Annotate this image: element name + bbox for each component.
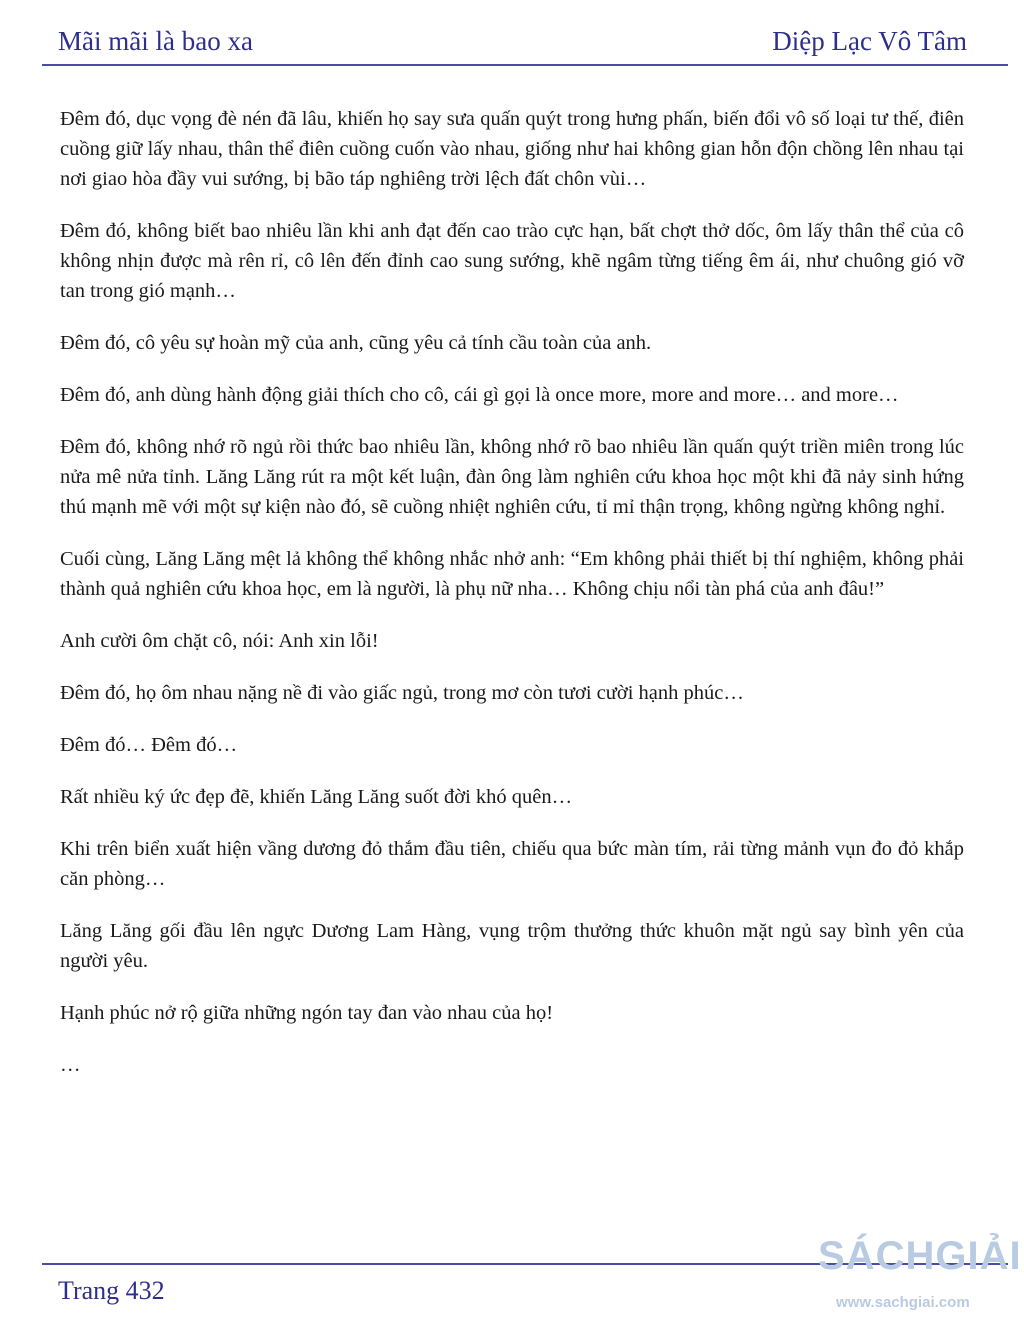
author-name: Diệp Lạc Vô Tâm — [772, 26, 967, 56]
paragraph: … — [60, 1054, 81, 1076]
paragraph: Rất nhiều ký ức đẹp đẽ, khiến Lăng Lăng suốt đời khó quên… — [60, 786, 573, 808]
page-header — [0, 0, 1024, 66]
paragraph: Đêm đó, dục vọng đè nén đã lâu, khiến họ say sưa quấn quýt trong hưng phấn, biến đổi vô số loại tư thế, điên cuồng giữ lấy nhau, thân thể điên cuồng cuốn vào nhau, giống như hai không gian hỗn độn chồng lên nhau tại nơi giao hòa đầy vui sướng, bị bão táp nghiêng trời lệch đất chôn vùi… — [60, 108, 964, 190]
paragraph: Đêm đó, cô yêu sự hoàn mỹ của anh, cũng yêu cả tính cầu toàn của anh. — [60, 332, 652, 354]
watermark-logo-text: SÁCHGIẢI — [818, 1234, 1022, 1278]
book-title: Mãi mãi là bao xa — [58, 26, 253, 56]
paragraph: Đêm đó, họ ôm nhau nặng nề đi vào giấc ngủ, trong mơ còn tươi cười hạnh phúc… — [60, 682, 744, 704]
paragraph: Khi trên biển xuất hiện vầng dương đỏ thắm đầu tiên, chiếu qua bức màn tím, rải từng mảnh vụn đo đỏ khắp căn phòng… — [60, 838, 964, 890]
paragraph: Lăng Lăng gối đầu lên ngực Dương Lam Hàng, vụng trộm thưởng thức khuôn mặt ngủ say bình yên của người yêu. — [60, 920, 964, 972]
paragraph: Đêm đó… Đêm đó… — [60, 734, 238, 756]
paragraph: Cuối cùng, Lăng Lăng mệt lả không thể không nhắc nhở anh: “Em không phải thiết bị thí nghiệm, không phải thành quả nghiên cứu khoa học, em là người, là phụ nữ nha… Không chịu nổi tàn phá của anh đâu!” — [60, 548, 964, 600]
paragraph: Đêm đó, không biết bao nhiêu lần khi anh đạt đến cao trào cực hạn, bất chợt thở dốc, ôm lấy thân thể của cô không nhịn được mà rên rỉ, cô lên đến đỉnh cao sung sướng, khẽ ngâm từng tiếng êm ái, như chuông gió vỡ tan trong gió mạnh… — [60, 220, 964, 302]
paragraph: Hạnh phúc nở rộ giữa những ngón tay đan vào nhau của họ! — [60, 1002, 554, 1024]
paragraph: Đêm đó, không nhớ rõ ngủ rồi thức bao nhiêu lần, không nhớ rõ bao nhiêu lần quấn quýt triền miên trong lúc nửa mê nửa tỉnh. Lăng Lăng rút ra một kết luận, đàn ông làm nghiên cứu khoa học một khi đã nảy sinh hứng thú mạnh mẽ với một sự kiện nào đó, sẽ cuồng nhiệt nghiên cứu, tỉ mỉ thận trọng, không ngừng không nghỉ. — [60, 436, 964, 518]
header-divider — [42, 64, 1008, 66]
paragraph: Đêm đó, anh dùng hành động giải thích cho cô, cái gì gọi là once more, more and more… and more… — [60, 384, 899, 406]
paragraph: Anh cười ôm chặt cô, nói: Anh xin lỗi! — [60, 630, 379, 652]
page-body — [60, 104, 964, 1102]
watermark-url: www.sachgiai.com — [836, 1294, 970, 1311]
page-number: Trang 432 — [58, 1276, 165, 1305]
watermark-logo — [812, 1232, 1020, 1322]
